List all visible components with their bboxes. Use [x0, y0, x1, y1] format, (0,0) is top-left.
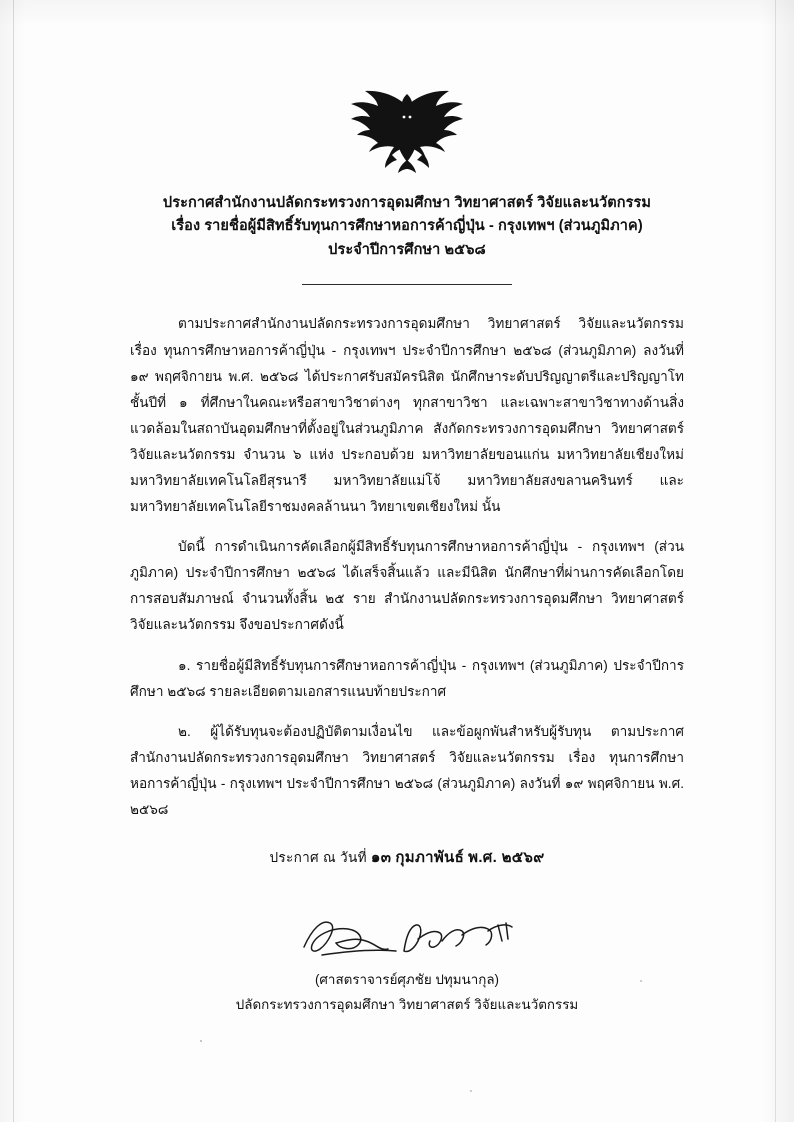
scan-speck	[640, 980, 642, 982]
date-year: พ.ศ. ๒๕๖๙	[468, 849, 545, 867]
scan-speck	[200, 1040, 202, 1042]
announcement-date	[130, 845, 684, 869]
date-prefix: ประกาศ ณ วันที่	[269, 850, 367, 866]
handwritten-signature-icon	[292, 911, 522, 967]
paragraph-item-2: ๒. ผู้ได้รับทุนจะต้องปฏิบัติตามเงื่อนไข และข้อผูกพันสำหรับผู้รับทุน ตามประกาศสำนักงานปลัดกระทรวงการอุดมศึกษา วิทยาศาสตร์ วิจัยและนวัตกรรม เรื่อง ทุนการศึกษาหอการค้าญี่ปุ่น - กรุงเทพฯ ประจำปีการศึกษา ๒๕๖๘ (ส่วนภูมิภาค) ลงวันที่ ๑๙ พฤศจิกายน พ.ศ. ๒๕๖๘	[130, 723, 684, 818]
paragraph-result: บัดนี้ การดำเนินการคัดเลือกผู้มีสิทธิ์รับทุนการศึกษาหอการค้าญี่ปุ่น - กรุงเทพฯ (ส่วนภูมิภาค) ประจำปีการศึกษา ๒๕๖๘ ได้เสร็จสิ้นแล้ว และมีนิสิต นักศึกษาที่ผ่านการคัดเลือกโดยการสอบสัมภาษณ์ จำนวนทั้งสิ้น ๒๕ ราย สำนักงานปลัดกระทรวงการอุดมศึกษา วิทยาศาสตร์ วิจัยและนวัตกรรม จึงขอประกาศดังนี้	[130, 539, 684, 633]
document-header	[130, 192, 684, 262]
header-line-3: ประจำปีการศึกษา ๒๕๖๘	[328, 241, 486, 258]
header-line-2: เรื่อง รายชื่อผู้มีสิทธิ์รับทุนการศึกษาหอการค้าญี่ปุ่น - กรุงเทพฯ (ส่วนภูมิภาค)	[171, 218, 643, 235]
signatory-title: ปลัดกระทรวงการอุดมศึกษา วิทยาศาสตร์ วิจัยและนวัตกรรม	[235, 997, 579, 1013]
signatory-name: (ศาสตราจารย์ศุภชัย ปทุมนากุล)	[314, 972, 500, 988]
date-day: ๑๓	[370, 849, 392, 867]
header-divider	[302, 284, 512, 285]
document-body	[130, 311, 684, 823]
signature-block	[130, 911, 684, 1029]
garuda-emblem-icon	[347, 88, 467, 174]
date-month: กุมภาพันธ์	[395, 849, 465, 867]
paragraph-background: ตามประกาศสำนักงานปลัดกระทรวงการอุดมศึกษา วิทยาศาสตร์ วิจัยและนวัตกรรม เรื่อง ทุนการศึกษาหอการค้าญี่ปุ่น - กรุงเทพฯ ประจำปีการศึกษา ๒๕๖๘ (ส่วนภูมิภาค) ลงวันที่ ๑๙ พฤศจิกายน พ.ศ. ๒๕๖๘ ได้ประกาศรับสมัครนิสิต นักศึกษาระดับปริญญาตรีและปริญญาโท ชั้นปีที่ ๑ ที่ศึกษาในคณะหรือสาขาวิชาต่างๆ ทุกสาขาวิชา และเฉพาะสาขาวิชาทางด้านสิ่งแวดล้อมในสถาบันอุดมศึกษาที่ตั้งอยู่ในส่วนภูมิภาค สังกัดกระทรวงการอุดมศึกษา วิทยาศาสตร์ วิจัยและนวัตกรรม จำนวน ๖ แห่ง ประกอบด้วย มหาวิทยาลัยขอนแก่น มหาวิทยาลัยเชียงใหม่ มหาวิทยาลัยเทคโนโลยีสุรนารี มหาวิทยาลัยแม่โจ้ มหาวิทยาลัยสงขลานครินทร์ และมหาวิทยาลัยเทคโนโลยีราชมงคลล้านนา วิทยาเขตเชียงใหม่ นั้น	[130, 316, 684, 515]
emblem-container	[130, 0, 684, 174]
header-line-1: ประกาศสำนักงานปลัดกระทรวงการอุดมศึกษา วิทยาศาสตร์ วิจัยและนวัตกรรม	[162, 195, 652, 211]
paragraph-item-1: ๑. รายชื่อผู้มีสิทธิ์รับทุนการศึกษาหอการค้าญี่ปุ่น - กรุงเทพฯ (ส่วนภูมิภาค) ประจำปีการศึกษา ๒๕๖๘ รายละเอียดตามเอกสารแนบท้ายประกาศ	[130, 657, 684, 699]
scan-speck	[470, 1090, 472, 1092]
